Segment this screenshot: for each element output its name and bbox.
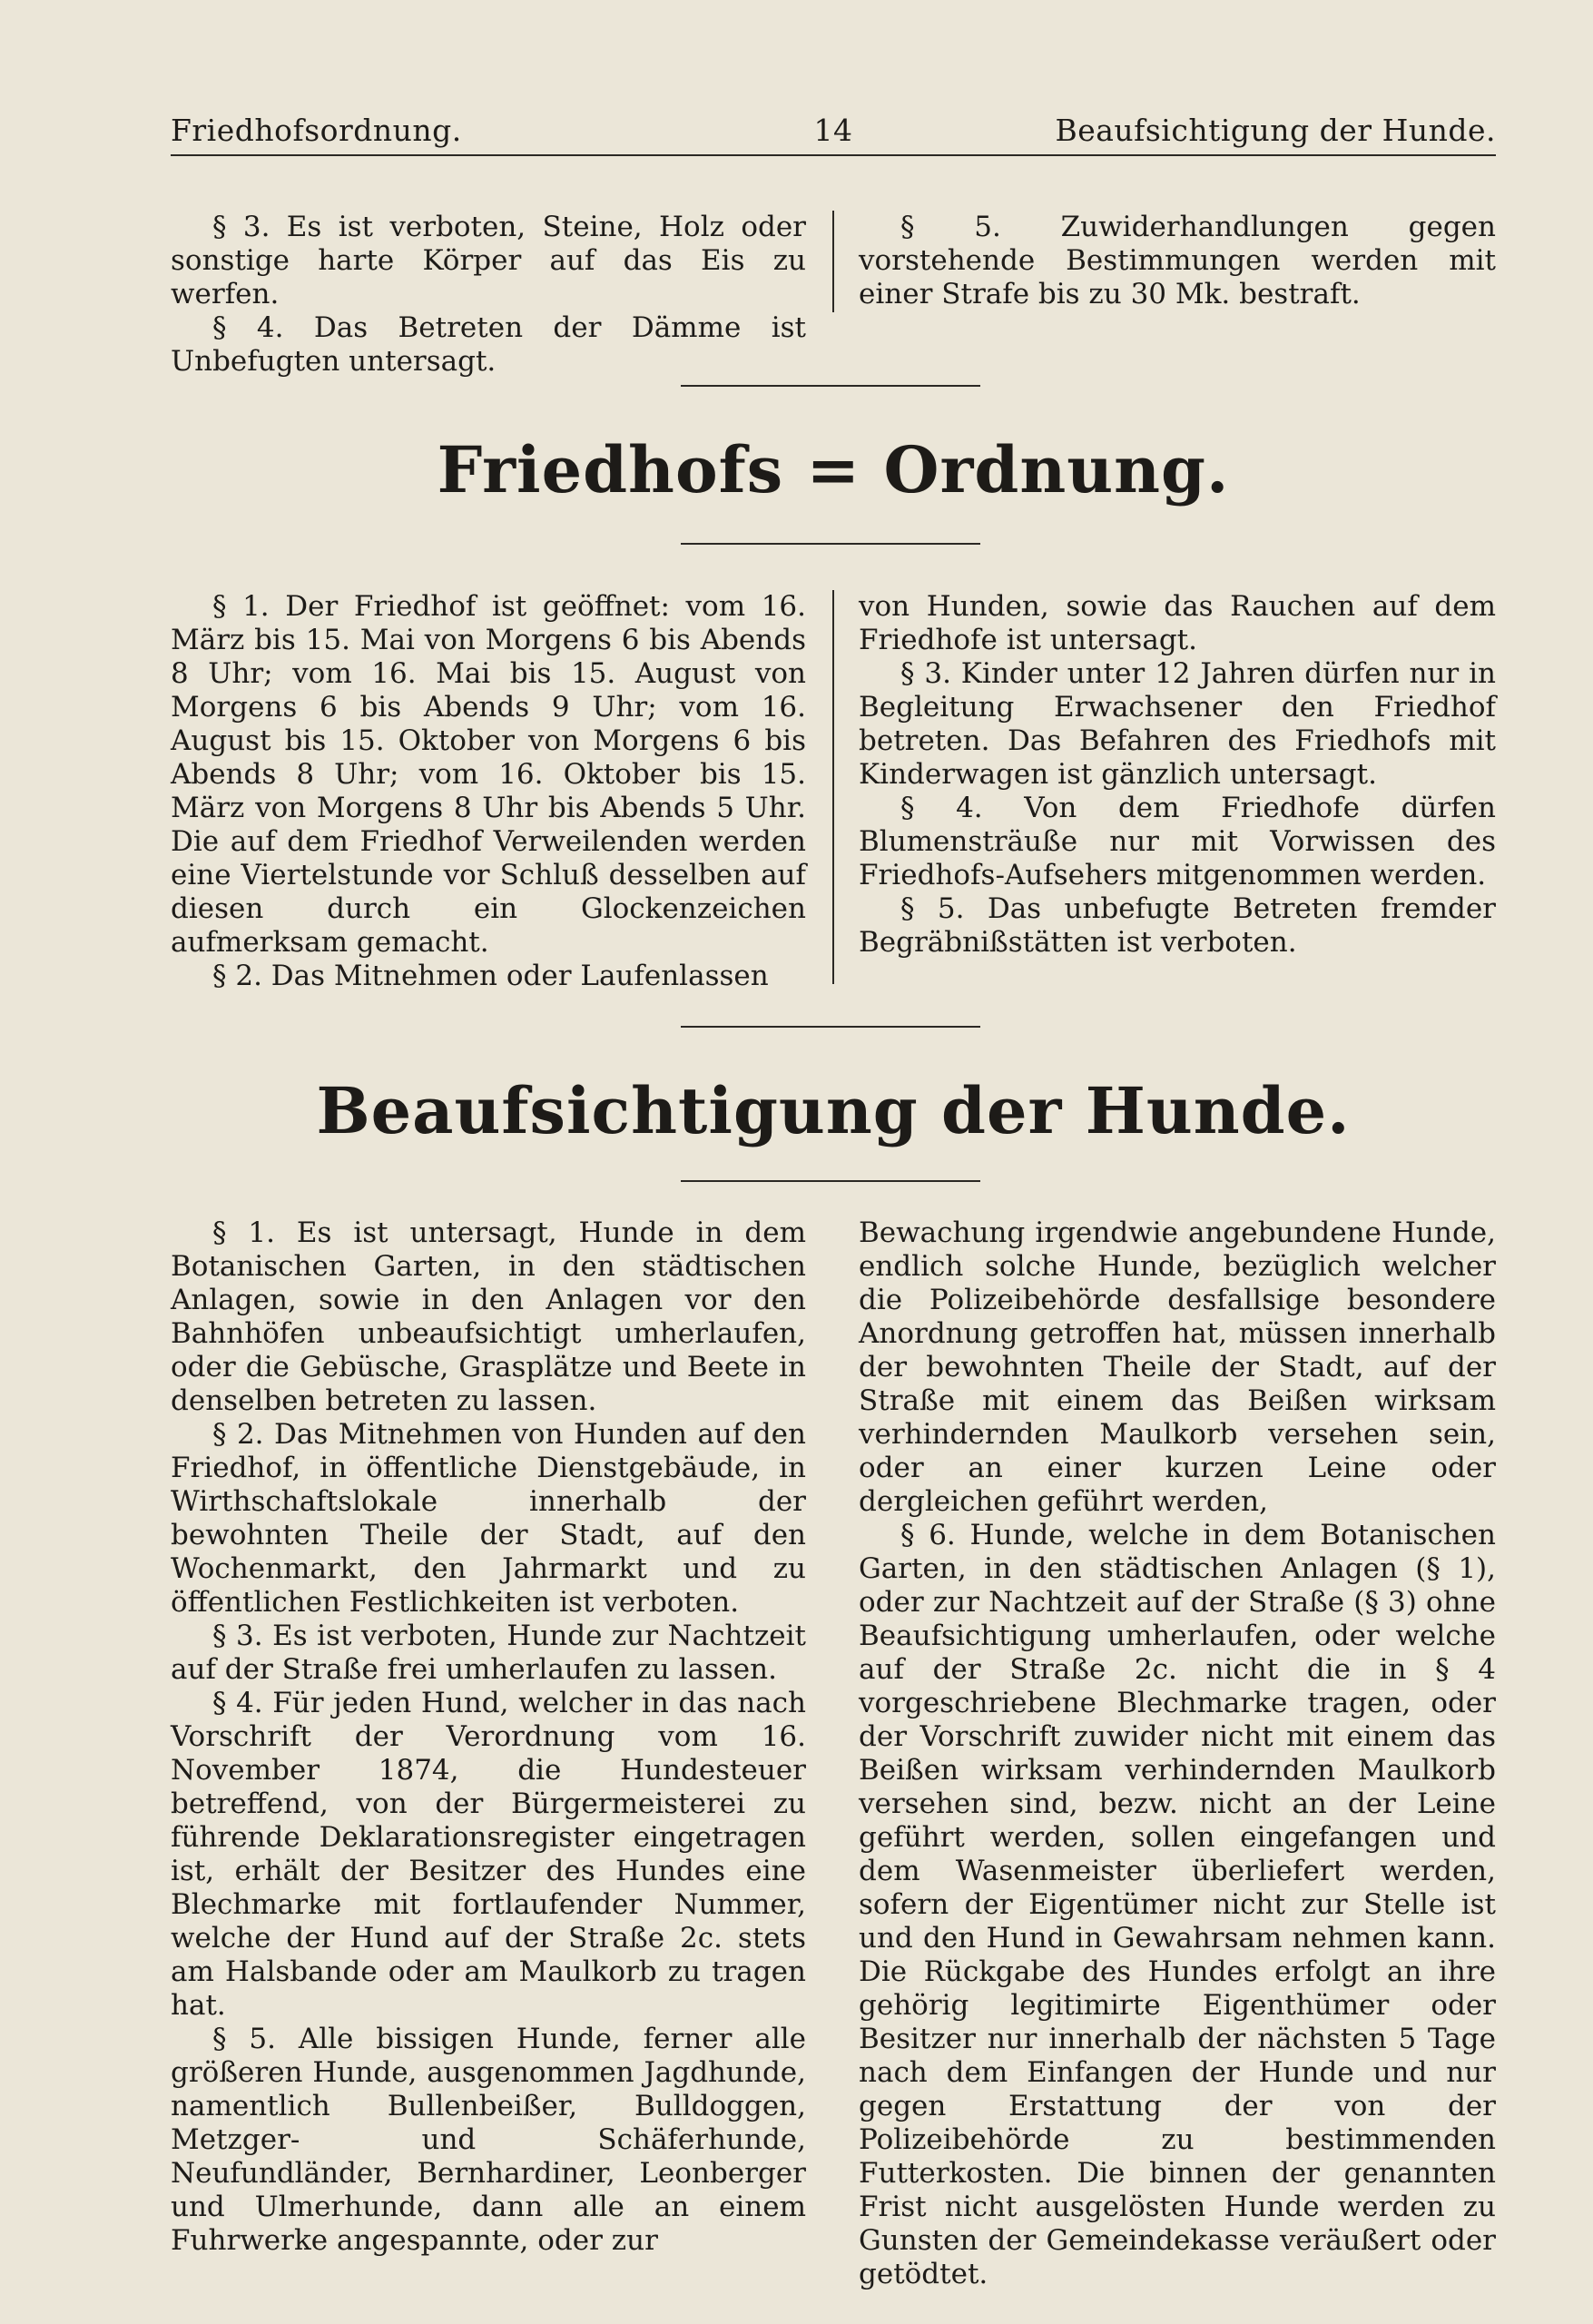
section-rule [681, 385, 980, 387]
paragraph: § 5. Zuwiderhandlungen gegen vorstehende Bestimmungen werden mit einer Strafe bis zu 30 Mk. bestraft. [859, 211, 1496, 310]
top-left-column [171, 211, 806, 379]
section-rule [681, 1180, 980, 1182]
header-left-title: Friedhofsordnung. [171, 113, 462, 148]
paragraph: § 4. Von dem Friedhofe dürfen Blumensträuße nur mit Vorwissen des Friedhofs-Aufsehers mitgenommen werden. [859, 792, 1496, 891]
top-right-column [859, 211, 1496, 311]
paragraph: § 5. Alle bissigen Hunde, ferner alle größeren Hunde, ausgenommen Jagdhunde, namentlich Bullenbeißer, Bulldoggen, Metzger- und Schäferhunde, Neufundländer, Bernhardiner, Leonberger und Ulmerhunde, dann alle an einem Fuhrwerke angespannte, oder zur [171, 2023, 806, 2257]
paragraph: § 4. Für jeden Hund, welcher in das nach Vorschrift der Verordnung vom 16. November 1874, die Hundesteuer betreffend, von der Bürgermeisterei zu führende Deklarationsregister eingetragen ist, erhält der Besitzer des Hundes eine Blechmarke mit fortlaufender Nummer, welche der Hund auf der Straße 2c. stets am Halsbande oder am Maulkorb zu tragen hat. [171, 1687, 806, 2022]
paragraph: von Hunden, sowie das Rauchen auf dem Friedhofe ist untersagt. [859, 590, 1496, 656]
beaufsichtigung-left-column [171, 1216, 806, 2258]
paragraph: § 2. Das Mitnehmen oder Laufenlassen [212, 960, 769, 992]
section-rule [681, 1026, 980, 1028]
friedhofsordnung-right-column [859, 590, 1496, 960]
section-rule [681, 543, 980, 545]
column-divider [832, 211, 834, 312]
paragraph: § 2. Das Mitnehmen von Hunden auf den Friedhof, in öffentliche Dienstgebäude, in Wirthschaftslokale innerhalb der bewohnten Theile der Stadt, auf den Wochenmarkt, den Jahrmarkt und zu öffentlichen Festlichkeiten ist verboten. [171, 1418, 806, 1619]
paragraph: § 3. Es ist verboten, Hunde zur Nachtzeit auf der Straße frei umherlaufen zu lassen. [171, 1620, 806, 1686]
paragraph: § 3. Es ist verboten, Steine, Holz oder sonstige harte Körper auf das Eis zu werfen. [171, 211, 806, 310]
paragraph: § 6. Hunde, welche in dem Botanischen Garten, in den städtischen Anlagen (§ 1), oder zur Nachtzeit auf der Straße (§ 3) ohne Beaufsichtigung umherlaufen, oder welche auf der Straße 2c. nicht die in § 4 vorgeschriebene Blechmarke tragen, oder der Vorschrift zuwider nicht mit einem das Beißen wirksam verhindernden Maulkorb versehen sind, bezw. nicht an der Leine geführt werden, sollen eingefangen und dem Wasenmeister überliefert werden, sofern der Eigentümer nicht zur Stelle ist und den Hund in Gewahrsam nehmen kann. Die Rückgabe des Hundes erfolgt an ihre gehörig legitimirte Eigenthümer oder Besitzer nur innerhalb der nächsten 5 Tage nach dem Einfangen der Hunde und nur gegen Erstattung der von der Polizeibehörde zu bestimmenden Futterkosten. Die binnen der genannten Frist nicht ausgelösten Hunde werden zu Gunsten der Gemeindekasse veräußert oder getödtet. [859, 1519, 1496, 2290]
paragraph: Bewachung irgendwie angebundene Hunde, endlich solche Hunde, bezüglich welcher die Polizeibehörde desfallsige besondere Anordnung getroffen hat, müssen innerhalb der bewohnten Theile der Stadt, auf der Straße mit einem das Beißen wirksam verhindernden Maulkorb versehen sein, oder an einer kurzen Leine oder dergleichen geführt werden, [859, 1216, 1496, 1518]
running-header [171, 107, 1496, 153]
section-title-beaufsichtigung: Beaufsichtigung der Hunde. [316, 1073, 1351, 1148]
header-rule [171, 154, 1496, 156]
page-number: 14 [813, 113, 853, 148]
paragraph: § 3. Kinder unter 12 Jahren dürfen nur in Begleitung Erwachsener den Friedhof betreten. Das Befahren des Friedhofs mit Kinderwagen ist gänzlich untersagt. [859, 657, 1496, 791]
paragraph: § 5. Das unbefugte Betreten fremder Begräbnißstätten ist verboten. [859, 892, 1496, 959]
header-right-title: Beaufsichtigung der Hunde. [1055, 113, 1496, 148]
section-title-friedhofsordnung: Friedhofs = Ordnung. [437, 432, 1230, 507]
beaufsichtigung-right-column [859, 1216, 1496, 2291]
column-divider [832, 590, 834, 984]
paragraph: § 1. Der Friedhof ist geöffnet: vom 16. März bis 15. Mai von Morgens 6 bis Abends 8 Uhr; vom 16. Mai bis 15. August von Morgens 6 bis Abends 9 Uhr; vom 16. August bis 15. Oktober von Morgens 6 bis Abends 8 Uhr; vom 16. Oktober bis 15. März von Morgens 8 Uhr bis Abends 5 Uhr. Die auf dem Friedhof Verweilenden werden eine Viertelstunde vor Schluß desselben auf diesen durch ein Glockenzeichen aufmerksam gemacht. [171, 590, 806, 959]
paragraph: § 1. Es ist untersagt, Hunde in dem Botanischen Garten, in den städtischen Anlagen, sowie in den Anlagen vor den Bahnhöfen unbeaufsichtigt umherlaufen, oder die Gebüsche, Grasplätze und Beete in denselben betreten zu lassen. [171, 1216, 806, 1417]
paragraph: § 4. Das Betreten der Dämme ist Unbefugten untersagt. [171, 311, 806, 378]
friedhofsordnung-left-column [171, 590, 806, 993]
